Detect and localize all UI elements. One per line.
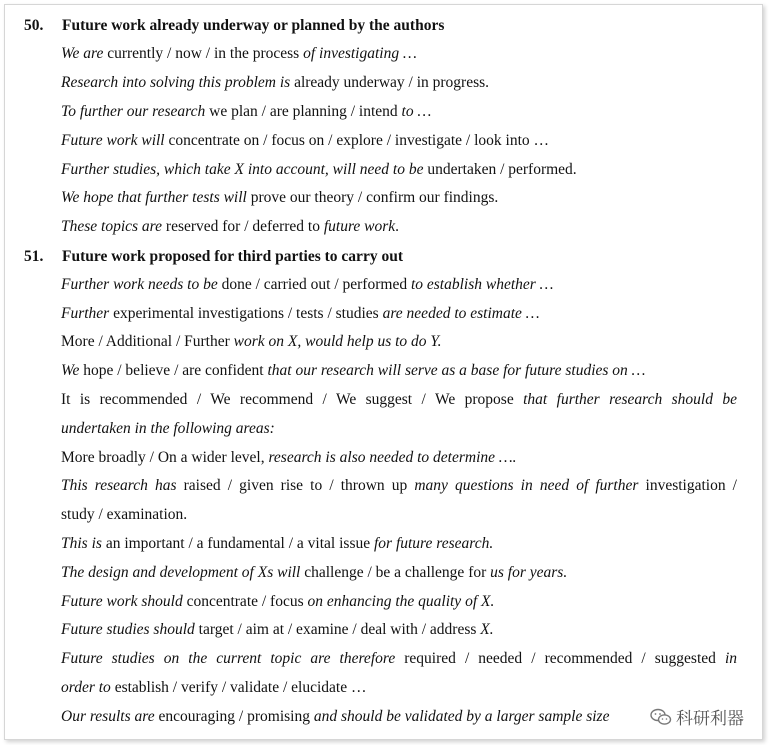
plain-text: experimental investigations / tests / studies	[109, 305, 383, 322]
italic-text: Future work will	[61, 132, 165, 149]
italic-text: to …	[401, 103, 432, 120]
italic-text: to establish whether …	[410, 276, 554, 293]
watermark-label: 科研利器	[676, 709, 744, 729]
plain-text: investigation /	[638, 477, 737, 494]
italic-text: Further work needs to be	[61, 276, 218, 293]
section-number: 51.	[24, 248, 44, 265]
plain-text: undertaken / performed.	[423, 161, 577, 178]
italic-text: future work	[323, 218, 396, 235]
italic-text: research is also needed to determine ….	[268, 449, 517, 466]
plain-text: More / Additional / Further	[61, 333, 234, 350]
plain-text: already underway / in progress.	[290, 74, 490, 91]
phrase-line	[61, 563, 737, 583]
plain-text: an important / a fundamental / a vital issue	[101, 535, 374, 552]
phrase-line	[61, 332, 737, 352]
phrase-line	[61, 275, 737, 295]
italic-text: Our results are	[61, 708, 155, 725]
phrase-line	[61, 649, 737, 669]
italic-text: Future studies on the current topic are therefore	[61, 650, 396, 667]
italic-text: Research into solving this problem is	[61, 74, 291, 91]
italic-text: We hope that further tests will	[61, 189, 247, 206]
italic-text: undertaken in the following areas:	[61, 420, 275, 437]
phrase-line	[61, 188, 737, 208]
italic-text: us for years.	[490, 564, 568, 581]
italic-text: are needed to estimate …	[382, 305, 540, 322]
italic-text: many questions in need of further	[414, 477, 639, 494]
phrase-line	[61, 419, 737, 439]
italic-text: To further our research	[61, 103, 206, 120]
plain-text: currently / now / in the process	[103, 45, 304, 62]
plain-text: encouraging / promising	[154, 708, 314, 725]
phrase-line	[61, 592, 737, 612]
plain-text: More broadly / On a wider level,	[61, 449, 269, 466]
document-page	[4, 4, 763, 740]
plain-text: concentrate / focus	[182, 593, 308, 610]
plain-text: It is recommended / We recommend / We suggest / We propose	[61, 391, 524, 408]
phrase-line	[61, 131, 737, 151]
italic-text: Future work should	[61, 593, 183, 610]
plain-text: reserved for / deferred to	[162, 218, 324, 235]
phrase-line	[61, 73, 737, 93]
plain-text: challenge / be a challenge for	[300, 564, 491, 581]
italic-text: We	[61, 362, 80, 379]
phrase-line	[61, 361, 737, 381]
plain-text: study / examination.	[61, 506, 188, 523]
section-title: Future work already underway or planned by the authors	[62, 17, 445, 34]
watermark	[646, 704, 744, 729]
plain-text: raised / given rise to / thrown up	[176, 477, 415, 494]
italic-text: We are	[61, 45, 104, 62]
plain-text: concentrate on / focus on / explore / investigate / look into …	[164, 132, 550, 149]
phrase-line	[61, 44, 737, 64]
phrase-line	[61, 448, 737, 468]
italic-text: Further	[61, 305, 110, 322]
phrase-line	[61, 390, 737, 410]
italic-text: for future research.	[373, 535, 494, 552]
plain-text: done / carried out / performed	[217, 276, 411, 293]
italic-text: and should be validated by a larger sample size	[313, 708, 610, 725]
italic-text: Further studies, which take X into account, will need to be	[61, 161, 424, 178]
italic-text: in	[724, 650, 738, 667]
phrase-line	[61, 304, 737, 324]
italic-text: work on X, would help us to do Y.	[233, 333, 442, 350]
plain-text: establish / verify / validate / elucidate …	[110, 679, 367, 696]
section-title: Future work proposed for third parties to carry out	[62, 248, 403, 265]
phrase-line	[61, 678, 737, 698]
italic-text: Future studies should	[61, 621, 195, 638]
italic-text: that further research should be	[523, 391, 737, 408]
phrase-line	[61, 707, 737, 727]
phrase-line	[61, 620, 737, 640]
italic-text: of investigating …	[303, 45, 417, 62]
wechat-icon	[650, 708, 672, 726]
italic-text: The design and development of Xs will	[61, 564, 301, 581]
plain-text: we plan / are planning / intend	[205, 103, 402, 120]
italic-text: This research has	[61, 477, 177, 494]
plain-text: .	[395, 218, 400, 235]
italic-text: that our research will serve as a base for future studies on …	[267, 362, 646, 379]
plain-text: target / aim at / examine / deal with / address	[194, 621, 481, 638]
phrase-line	[61, 102, 737, 122]
italic-text: X.	[480, 621, 494, 638]
plain-text: required / needed / recommended / suggested	[395, 650, 725, 667]
italic-text: order to	[61, 679, 111, 696]
italic-text: on enhancing the quality of X.	[307, 593, 495, 610]
italic-text: This is	[61, 535, 102, 552]
section-number: 50.	[24, 17, 44, 34]
plain-text: prove our theory / confirm our findings.	[246, 189, 499, 206]
phrase-line	[61, 534, 737, 554]
plain-text: hope / believe / are confident	[79, 362, 268, 379]
phrase-line	[61, 505, 737, 525]
phrase-line	[61, 160, 737, 180]
phrase-line	[61, 217, 737, 237]
phrase-line	[61, 476, 737, 496]
italic-text: These topics are	[61, 218, 163, 235]
